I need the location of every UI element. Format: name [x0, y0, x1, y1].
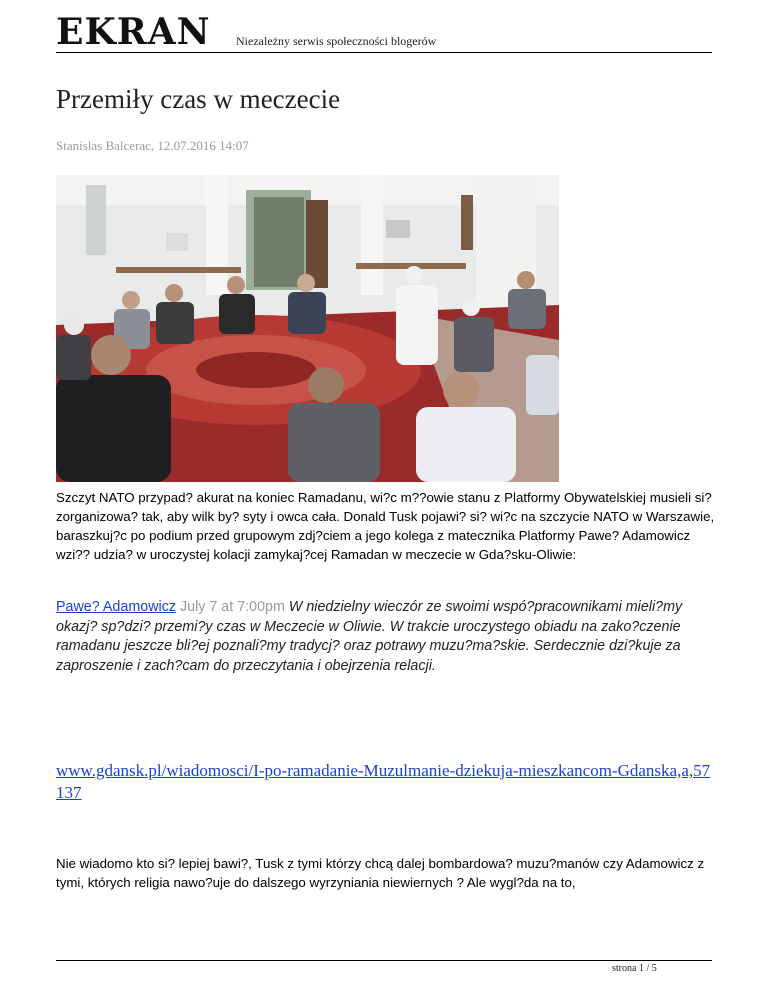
page-number: strona 1 / 5: [612, 963, 657, 974]
article-source-link[interactable]: www.gdansk.pl/wiadomosci/I-po-ramadanie-Muzulmanie-dziekuja-mieszkancom-Gdanska,a,57137: [56, 761, 711, 802]
article-title: Przemiły czas w meczecie: [56, 84, 341, 114]
quote-date: July 7 at 7:00pm: [179, 599, 285, 615]
article-paragraph-continued: Nie wiadomo kto si? lepiej bawi?, Tusk z tymi którzy chcą dalej bombardowa? muzu?manów czy Adamowicz z tymi, których religia nawo?uje do dalszego wyrzyniania niewiernych ? Ale wygl?da na to,: [56, 856, 705, 890]
site-tagline: Niezależny serwis społeczności blogerów: [236, 34, 437, 48]
quote-author-link[interactable]: Pawe? Adamowicz: [56, 599, 176, 615]
article-byline: Stanislas Balcerac, 12.07.2016 14:07: [56, 138, 249, 153]
article-paragraph-intro: Szczyt NATO przypad? akurat na koniec Ramadanu, wi?c m??owie stanu z Platformy Obywatelskiej musieli si? zorganizowa? tak, aby wilk by? syty i owca cała. Donald Tusk pojawi? si? wi?c na szczycie NATO w Warszawie, baraszkuj?c po podium przed grupowym zdj?ciem a jego kolega z matecznika Platformy Pawe? Adamowicz wzi?? udzia? w uroczystej kolacji zamykaj?cej Ramadan w meczecie w Gda?sku-Oliwie:: [56, 490, 715, 562]
embedded-post: [56, 598, 716, 676]
footer-divider: [56, 960, 712, 961]
quote-text: W niedzielny wieczór ze swoimi wspó?pracownikami mieli?my okazj? sp?dzi? przemi?y czas w Meczecie w Oliwie. W trakcie uroczystego obiadu na zako?czenie ramadanu jeszcze bli?ej poznali?my tradycj? oraz potrawy muzu?ma?skie. Serdecznie dzi?kuje za zaproszenie i zach?cam do przeczytania i obejrzenia relacji.: [56, 599, 683, 674]
site-header: [56, 12, 712, 53]
article-photo: [56, 175, 559, 482]
site-logo[interactable]: EKRAN: [56, 11, 211, 53]
